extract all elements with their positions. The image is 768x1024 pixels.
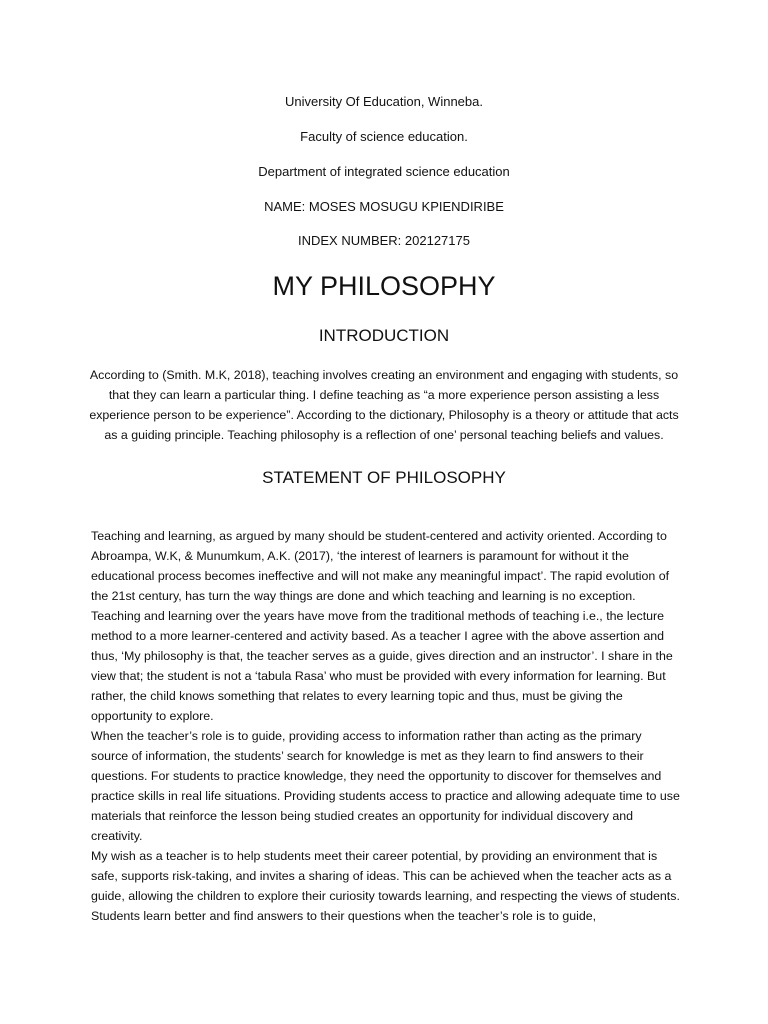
introduction-paragraph: According to (Smith. M.K, 2018), teaching involves creating an environment and engaging with students, so that they can learn a particular thing. I define teaching as “a more experience person assisting a less experience person to be experience”. According to the dictionary, Philosophy is a theory or attitude that acts as a guiding principle. Teaching philosophy is a reflection of one’ personal teaching beliefs and values. (89, 368, 679, 442)
index-number-line: INDEX NUMBER: 202127175 (298, 233, 470, 248)
student-name-line: NAME: MOSES MOSUGU KPIENDIRIBE (264, 199, 504, 214)
faculty-line: Faculty of science education. (300, 129, 468, 144)
university-line: University Of Education, Winneba. (285, 94, 483, 109)
statement-paragraph-3: My wish as a teacher is to help students meet their career potential, by providing an environment that is safe, supports risk-taking, and invites a sharing of ideas. This can be achieved when the teacher acts as a guide, allowing the children to explore their curiosity towards learning, and respecting the views of students. Students learn better and find answers to their questions when the teacher’s role is to guide, (91, 849, 680, 923)
introduction-heading: INTRODUCTION (318, 326, 450, 345)
page-title: MY PHILOSOPHY (272, 271, 496, 301)
statement-paragraph-2: When the teacher’s role is to guide, providing access to information rather than acting as the primary source of information, the students’ search for knowledge is met as they learn to find answers to their questions. For students to practice knowledge, they need the opportunity to discover for themselves and practice skills in real life situations. Providing students access to practice and allowing adequate time to use materials that reinforce the lesson being studied creates an opportunity for individual discovery and creativity. (91, 729, 680, 843)
department-line: Department of integrated science education (258, 164, 510, 179)
statement-heading: STATEMENT OF PHILOSOPHY (262, 468, 506, 487)
statement-body (91, 526, 681, 926)
statement-paragraph-1: Teaching and learning, as argued by many should be student-centered and activity oriented. According to Abroampa, W.K, & Munumkum, A.K. (2017), ‘the interest of learners is paramount for without it the educational process becomes ineffective and will not make any meaningful impact’. The rapid evolution of the 21st century, has turn the way things are done and which teaching and learning is no exception. Teaching and learning over the years have move from the traditional methods of teaching i.e., the lecture method to a more learner-centered and activity based. As a teacher I agree with the above assertion and thus, ‘My philosophy is that, the teacher serves as a guide, gives direction and an instructor’. I share in the view that; the student is not a ‘tabula Rasa’ who must be provided with every information for learning. But rather, the child knows something that relates to every learning topic and thus, must be giving the opportunity to explore. (91, 529, 673, 723)
